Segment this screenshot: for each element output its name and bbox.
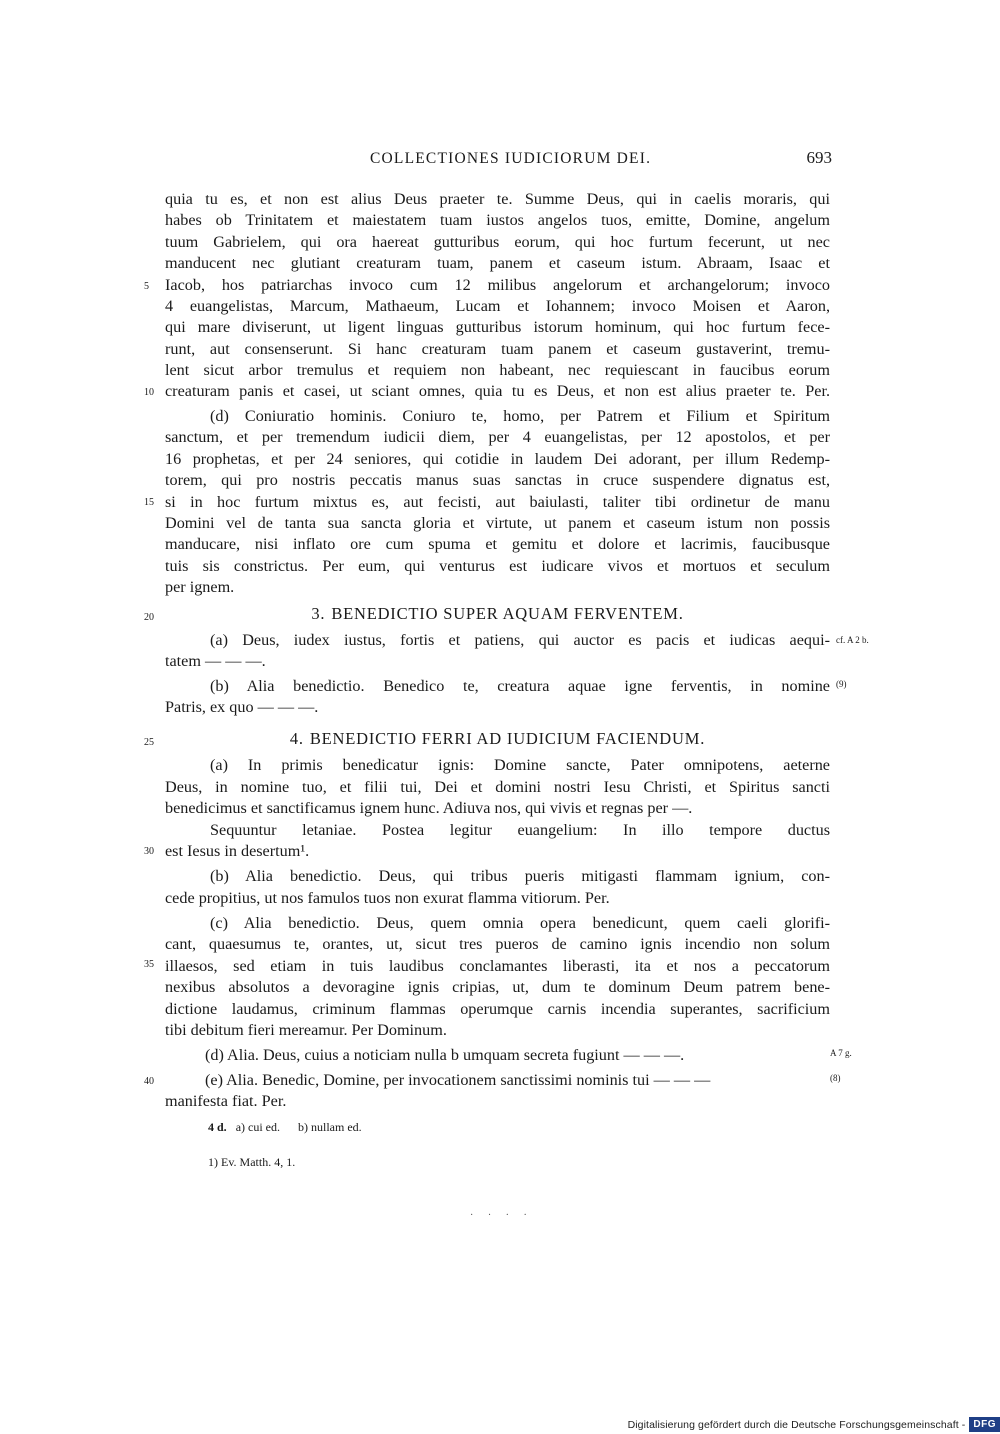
text-line: (a) In primis benedicatur ignis: Domine sancte, Pater omnipotens, aeterne <box>210 756 830 774</box>
text-line: est Iesus in desertum¹. <box>165 842 310 860</box>
dfg-logo: DFG <box>969 1417 1000 1432</box>
text-line: lent sicut arbor tremulus et requiem non habeant, nec requiescant in faucibus eorum <box>165 361 830 379</box>
line-number: 25 <box>144 737 154 748</box>
margin-note: cf. A 2 b. <box>836 635 869 645</box>
section-number: 4. <box>289 729 304 748</box>
text-line: tatem — — —. <box>165 652 266 670</box>
line-number: 30 <box>144 846 154 857</box>
text-line: (a) Deus, iudex iustus, fortis et patiens, qui auctor es pacis et iudicas aequi- <box>210 631 830 649</box>
digitization-credit <box>628 1415 1000 1434</box>
text-line: dictione laudamus, criminum flammas operumque carnis incendia superantes, sacrificium <box>165 1000 830 1018</box>
text-line: (b) Alia benedictio. Benedico te, creatura aquae igne ferventis, in nomine <box>210 677 830 695</box>
margin-note: (8) <box>830 1073 841 1083</box>
running-title: COLLECTIONES IUDICIORUM DEI. <box>370 150 652 167</box>
section-heading <box>165 604 830 624</box>
text-line: manifesta fiat. Per. <box>165 1092 287 1110</box>
section-title: BENEDICTIO SUPER AQUAM FERVENTEM. <box>331 604 684 623</box>
line-number: 40 <box>144 1076 154 1087</box>
text-line: (b) Alia benedictio. Deus, qui tribus pueris mitigasti flammam ignium, con- <box>210 867 830 885</box>
text-line: nexibus absolutos a devoragine ignis cripias, ut, dum te dominum Deum patrem bene- <box>165 978 830 996</box>
variant-b: b) nullam ed. <box>298 1120 362 1134</box>
text-line: torem, qui pro nostris peccatis manus suas sanctas in cruce suspendere dignatus est, <box>165 471 830 489</box>
margin-note: (9) <box>836 679 847 689</box>
end-ornament: · · · · <box>470 1210 533 1221</box>
section-title: BENEDICTIO FERRI AD IUDICIUM FACIENDUM. <box>309 729 706 748</box>
text-line: cede propitius, ut nos famulos tuos non exurat flamma vitiorum. Per. <box>165 889 610 907</box>
text-line: Deus, in nomine tuo, et filii tui, Dei et domini nostri Iesu Christi, et Spiritus sancti <box>165 778 830 796</box>
text-line: tuum Gabrielem, qui ora haereat gutturibus eorum, qui hoc furtum fecerunt, ut nec <box>165 233 830 251</box>
line-number: 20 <box>144 612 154 623</box>
text-line: (d) Alia. Deus, cuius a noticiam nulla b umquam secreta fugiunt — — —. <box>205 1046 685 1064</box>
text-line: 4 euangelistas, Marcum, Mathaeum, Lucam et Iohannem; invoco Moisen et Aaron, <box>165 297 830 315</box>
text-line: (d) Coniuratio hominis. Coniuro te, homo, per Patrem et Filium et Spiritum <box>210 407 830 425</box>
text-line: qui mare diviserunt, ut ligent linguas gutturibus istorum hominum, qui hoc furtum fece- <box>165 318 830 336</box>
section-heading <box>165 729 830 749</box>
variant-a: a) cui ed. <box>235 1120 280 1134</box>
page-header <box>165 150 832 174</box>
text-line: sanctum, et per tremendum iudicii diem, per 4 euangelistas, per 12 apostolos, et per <box>165 428 830 446</box>
text-line: habes ob Trinitatem et maiestatem tuam iustos angelos tuos, emitte, Domine, angelum <box>165 211 830 229</box>
text-line: si in hoc furtum mixtus es, aut fecisti, aut baiulasti, taliter tibi ordinetur de manu <box>165 493 830 511</box>
text-line: cant, quaesumus te, orantes, ut, sicut tres pueros de camino ignis incendio non solum <box>165 935 830 953</box>
text-line: manducare, nisi inflato ore cum spuma et gemitu et dolore et lacrimis, faucibusque <box>165 535 830 553</box>
line-number: 5 <box>144 281 149 292</box>
variant-reference: 4 d. <box>208 1120 227 1134</box>
text-line: Domini vel de tanta sua sancta gloria et virtute, ut panem et caseum istum non possis <box>165 514 830 532</box>
text-line: per ignem. <box>165 578 235 596</box>
credit-text: Digitalisierung gefördert durch die Deutsche Forschungsgemeinschaft - <box>627 1418 966 1431</box>
text-line: (c) Alia benedictio. Deus, quem omnia opera benedicunt, quem caeli glorifi- <box>210 914 830 932</box>
text-line: tibi debitum fieri mereamur. Per Dominum. <box>165 1021 447 1039</box>
text-line: Iacob, hos patriarchas invoco cum 12 milibus angelorum et archangelorum; invoco <box>165 276 830 294</box>
line-number: 35 <box>144 959 154 970</box>
text-line: benedicimus et sanctificamus ignem hunc. Adiuva nos, qui vivis et regnas per —. <box>165 799 693 817</box>
line-number: 10 <box>144 387 154 398</box>
text-line: (e) Alia. Benedic, Domine, per invocationem sanctissimi nominis tui — — — <box>205 1071 711 1089</box>
text-line: illaesos, sed etiam in tuis laudibus conclamantes liberasti, ita et nos a peccatorum <box>165 957 830 975</box>
text-line: 16 prophetas, et per 24 seniores, qui cotidie in laudem Dei adorant, per illum Redemp- <box>165 450 830 468</box>
line-number: 15 <box>144 497 154 508</box>
text-line: quia tu es, et non est alius Deus praeter te. Summe Deus, qui in caelis moraris, qui <box>165 190 830 208</box>
section-number: 3. <box>311 604 326 623</box>
source-footnote: 1) Ev. Matth. 4, 1. <box>208 1155 296 1169</box>
variant-footnotes <box>208 1120 362 1135</box>
text-line: Sequuntur letaniae. Postea legitur euangelium: In illo tempore ductus <box>210 821 830 839</box>
text-line: creaturam panis et casei, ut sciant omnes, quia tu es Deus, et non est alius praeter te. Per. <box>165 382 830 400</box>
text-line: runt, aut consenserunt. Si hanc creaturam tuam panem et caseum gustaverint, tremu- <box>165 340 830 358</box>
text-line: Patris, ex quo — — —. <box>165 698 319 716</box>
text-line: tuis sis constrictus. Per eum, qui venturus est iudicare vivos et mortuos et seculum <box>165 557 830 575</box>
margin-note: A 7 g. <box>830 1048 852 1058</box>
text-line: manducent nec glutiant creaturam tuam, panem et caseum istum. Abraam, Isaac et <box>165 254 830 272</box>
page-number: 693 <box>806 148 832 167</box>
